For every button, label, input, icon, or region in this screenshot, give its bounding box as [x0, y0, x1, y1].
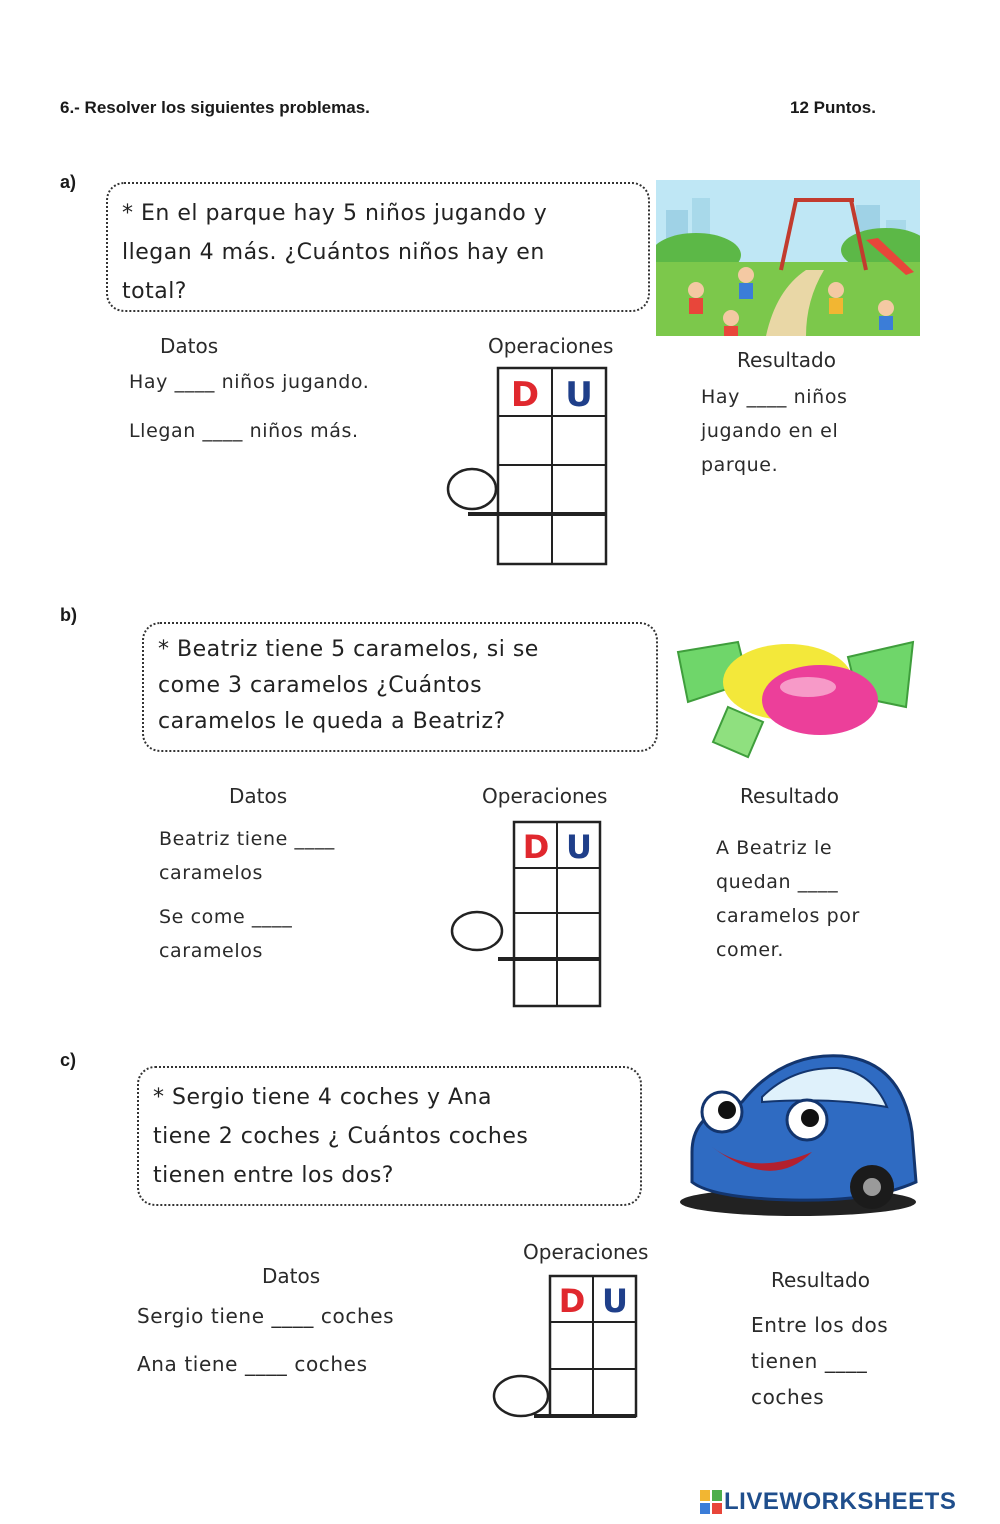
problem-c-letter: c) [60, 1050, 77, 1070]
question-line: total? [122, 279, 187, 304]
resultado-text [751, 1307, 888, 1415]
points-label: 12 Puntos. [790, 98, 876, 117]
operaciones-label: Operaciones [523, 1240, 649, 1264]
liveworksheets-logo-icon [700, 1490, 722, 1514]
resultado-line: Entre los dos [751, 1313, 889, 1337]
tens-header: D [522, 828, 550, 866]
datos-line: caramelos [159, 862, 263, 884]
resultado-line: Hay ____ niños [701, 386, 848, 408]
carry-circle[interactable] [494, 1376, 548, 1416]
du-grid-b [446, 818, 606, 1010]
units-header: U [602, 1282, 628, 1320]
datos-block [159, 822, 335, 968]
problem-c-question [137, 1066, 642, 1206]
problem-a-question [106, 182, 650, 312]
units-header: U [565, 375, 593, 415]
datos-line: Llegan ____ niños más. [129, 420, 359, 442]
du-grid-c [490, 1270, 646, 1422]
question-line: tiene 2 coches ¿ Cuántos coches [153, 1124, 529, 1149]
problem-b-question [142, 622, 658, 752]
operaciones-label: Operaciones [482, 784, 608, 808]
resultado-line: tienen ____ [751, 1349, 868, 1373]
candy-illustration [668, 612, 920, 760]
question-line: caramelos le queda a Beatriz? [158, 709, 506, 734]
resultado-label: Resultado [740, 784, 839, 808]
datos-line: Se come ____ [159, 906, 293, 928]
question-line: * En el parque hay 5 niños jugando y [122, 201, 548, 226]
question-line: * Sergio tiene 4 coches y Ana [153, 1085, 492, 1110]
car-illustration [672, 1042, 924, 1218]
resultado-text [716, 831, 860, 967]
resultado-line: quedan ____ [716, 871, 839, 893]
resultado-label: Resultado [771, 1268, 870, 1292]
datos-line: Ana tiene ____ coches [137, 1352, 368, 1376]
question-line: llegan 4 más. ¿Cuántos niños hay en [122, 240, 545, 265]
tens-header: D [558, 1282, 586, 1320]
resultado-line: parque. [701, 454, 779, 476]
exercise-title: 6.- Resolver los siguientes problemas. [60, 98, 370, 117]
datos-label: Datos [160, 334, 219, 358]
units-header: U [566, 828, 592, 866]
problem-a-letter: a) [60, 172, 77, 192]
datos-label: Datos [229, 784, 288, 808]
question-line: * Beatriz tiene 5 caramelos, si se [158, 637, 539, 662]
datos-line: Sergio tiene ____ coches [137, 1304, 395, 1328]
brand-name: LIVEWORKSHEETS [724, 1488, 957, 1515]
question-line: tienen entre los dos? [153, 1163, 394, 1188]
datos-line: Hay ____ niños jugando. [129, 371, 370, 393]
footer-brand [700, 1488, 956, 1516]
du-grid-a [440, 362, 615, 572]
resultado-line: jugando en el [701, 420, 839, 442]
resultado-line: A Beatriz le [716, 837, 833, 859]
question-line: come 3 caramelos ¿Cuántos [158, 673, 483, 698]
datos-label: Datos [262, 1264, 321, 1288]
problem-b-letter: b) [60, 605, 77, 625]
resultado-label: Resultado [737, 348, 836, 372]
resultado-line: caramelos por [716, 905, 860, 927]
datos-line: caramelos [159, 940, 263, 962]
tens-header: D [510, 375, 540, 415]
carry-circle[interactable] [452, 912, 502, 950]
datos-line: Beatriz tiene ____ [159, 828, 335, 850]
carry-circle[interactable] [448, 469, 496, 509]
park-illustration [656, 180, 920, 336]
resultado-line: coches [751, 1385, 825, 1409]
operaciones-label: Operaciones [488, 334, 614, 358]
resultado-text [701, 380, 848, 482]
resultado-line: comer. [716, 939, 784, 961]
